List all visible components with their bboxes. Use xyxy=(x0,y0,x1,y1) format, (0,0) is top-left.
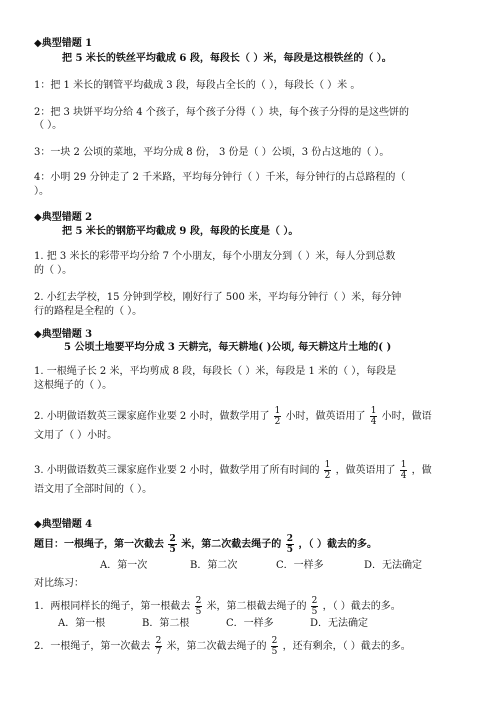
section-1-heading: ◆典型错题 1 xyxy=(34,38,93,49)
section-1-question-4-line-1: 4：小明 29 分钟走了 2 千米路，平均每分钟行（ ）千米，每分钟行的占总路程的（ xyxy=(34,172,406,183)
fraction-denominator: 7 xyxy=(155,647,162,657)
fraction-denominator: 5 xyxy=(271,647,278,657)
section-2-question-1-line-1: 1. 把 3 米长的彩带平均分给 7 个小朋友，每个小朋友分到（ ）米，每人分到总数 xyxy=(34,251,396,262)
section-2-question-1-line-2: 的（ ）。 xyxy=(34,265,73,276)
practice-question-1 xyxy=(34,596,401,617)
fraction-two-fifths xyxy=(168,534,176,555)
p2-text-part-1: 2．一根绳子，第一次截去 xyxy=(34,641,151,652)
option-c: C．一样多 xyxy=(276,560,324,571)
section-4-prompt xyxy=(34,534,377,555)
section-2-heading: ◆典型错题 2 xyxy=(34,212,93,223)
q3-text-part-2: ，做英语用了 xyxy=(335,465,396,476)
fraction-numerator: 2 xyxy=(195,596,202,606)
q2-text-part-2: 小时，做英语用了 xyxy=(285,411,366,422)
q3-text-part-1: 3. 小明做语数英三课家庭作业要 2 小时，做数学用了所有时间的 xyxy=(34,465,320,476)
section-3-question-2-line-1 xyxy=(34,406,432,427)
fraction-one-half xyxy=(274,406,282,427)
fraction-one-half xyxy=(324,460,332,481)
fraction-numerator: 2 xyxy=(286,534,293,544)
section-1-question-1: 1：把 1 米长的钢管平均截成 3 段，每段占全长的（ ），每段长（ ）米 。 xyxy=(34,80,361,91)
fraction-numerator: 1 xyxy=(400,460,407,470)
p1-text-part-2: 米，第二根截去绳子的 xyxy=(206,601,307,612)
section-3-question-3-line-1 xyxy=(34,460,432,481)
fraction-numerator: 1 xyxy=(370,406,377,416)
fraction-denominator: 5 xyxy=(195,607,202,617)
fraction-two-fifths xyxy=(311,596,319,617)
fraction-one-quarter xyxy=(370,406,378,427)
section-2-question-2-line-1: 2. 小红去学校，15 分钟到学校，刚好行了 500 米，平均每分钟行（ ）米，每分钟 xyxy=(34,292,402,303)
fraction-two-fifths xyxy=(286,534,294,555)
fraction-numerator: 2 xyxy=(169,534,176,544)
fraction-denominator: 5 xyxy=(311,607,318,617)
section-1-question-3: 3：一块 2 公顷的菜地，平均分成 8 份， 3 份是（ ）公顷，3 份占这地的（ ）。 xyxy=(34,147,390,158)
option2-d: D．无法确定 xyxy=(310,618,369,629)
section-3-question-1-line-1: 1. 一根绳子长 2 米，平均剪成 8 段，每段长（ ）米，每段是 1 米的（ ），每段是 xyxy=(34,366,397,377)
fraction-denominator: 5 xyxy=(286,545,293,555)
prompt-part-1: 题目：一根绳子，第一次截去 xyxy=(34,539,164,550)
q3-text-part-3: ，做 xyxy=(411,465,432,476)
p2-text-part-3: ，还有剩余，（ ）截去的多。 xyxy=(282,641,411,652)
section-3-prompt: 5 公顷土地要平均分成 3 天耕完，每天耕地( )公顷, 每天耕这片土地的( ) xyxy=(64,342,392,353)
section-3-question-2-line-2: 文用了（ ）小时。 xyxy=(34,430,118,441)
prompt-part-3: ，（ ）截去的多。 xyxy=(298,539,377,550)
section-1-prompt: 把 5 米长的铁丝平均截成 6 段，每段长（ ）米，每段是这根铁丝的（ ）。 xyxy=(62,53,392,64)
section-4-heading: ◆典型错题 4 xyxy=(34,519,93,530)
option-d: D．无法确定 xyxy=(364,560,423,571)
section-1-question-2-line-1: 2：把 3 块饼平均分给 4 个孩子，每个孩子分得（ ）块，每个孩子分得的是这些饼的 xyxy=(34,107,409,118)
prompt-part-2: 米，第二次截去绳子的 xyxy=(181,539,282,550)
section-3-question-3-line-2: 语文用了全部时间的（ ）。 xyxy=(34,484,153,495)
section-2-prompt: 把 5 米长的钢筋平均截成 9 段，每段的长度是（ ）。 xyxy=(62,226,299,237)
q2-text-part-3: 小时，做语 xyxy=(381,411,432,422)
option2-a: A．第一根 xyxy=(58,618,106,629)
fraction-denominator: 4 xyxy=(370,417,377,427)
p1-text-part-3: ，（ ）截去的多。 xyxy=(322,601,401,612)
section-1-question-4-line-2: ）。 xyxy=(34,186,49,197)
option-a: A．第一次 xyxy=(100,560,148,571)
fraction-denominator: 2 xyxy=(274,417,281,427)
fraction-two-fifths xyxy=(195,596,203,617)
fraction-numerator: 2 xyxy=(271,636,278,646)
fraction-numerator: 1 xyxy=(274,406,281,416)
section-3-heading: ◆典型错题 3 xyxy=(34,329,93,340)
fraction-two-fifths xyxy=(271,636,279,657)
practice-question-2 xyxy=(34,636,411,657)
q2-text-part-1: 2. 小明做语数英三课家庭作业要 2 小时，做数学用了 xyxy=(34,411,270,422)
fraction-numerator: 1 xyxy=(324,460,331,470)
option2-c: C．一样多 xyxy=(226,618,274,629)
option-b: B．第二次 xyxy=(190,560,238,571)
fraction-denominator: 4 xyxy=(400,471,407,481)
fraction-one-quarter xyxy=(400,460,408,481)
fraction-denominator: 5 xyxy=(169,545,176,555)
fraction-numerator: 2 xyxy=(311,596,318,606)
option2-b: B．第二根 xyxy=(142,618,190,629)
fraction-denominator: 2 xyxy=(324,471,331,481)
section-2-question-2-line-2: 行的路程是全程的（ ）。 xyxy=(34,306,143,317)
fraction-two-sevenths xyxy=(155,636,163,657)
p1-text-part-1: 1．两根同样长的绳子，第一根截去 xyxy=(34,601,191,612)
p2-text-part-2: 米，第二次截去绳子的 xyxy=(166,641,267,652)
fraction-numerator: 2 xyxy=(155,636,162,646)
section-1-question-2-line-2: （ ）。 xyxy=(34,120,63,131)
section-3-question-1-line-2: 这根绳子的（ ）。 xyxy=(34,380,113,391)
practice-label: 对比练习： xyxy=(34,578,84,589)
